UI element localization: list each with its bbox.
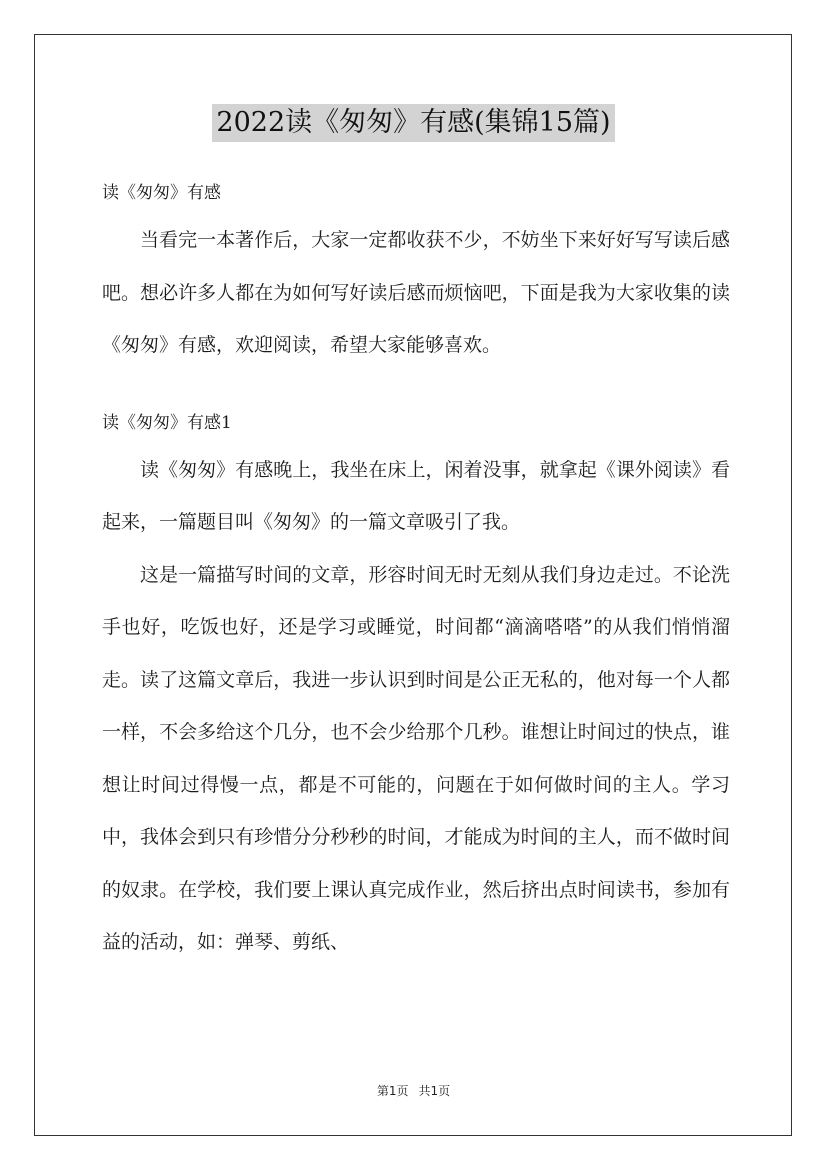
title-container	[0, 104, 827, 142]
intro-heading: 读《匆匆》有感	[102, 183, 221, 203]
page-number: 第1页	[376, 1084, 409, 1098]
document-body	[102, 172, 730, 969]
body-paragraph-2: 这是一篇描写时间的文章，形容时间无时无刻从我们身边走过。不论洗手也好，吃饭也好，还是学习或睡觉，时间都“滴滴嗒嗒”的从我们悄悄溜走。读了这篇文章后，我进一步认识到时间是公正无私的，他对每一个人都一样，不会多给这个几分，也不会少给那个几秒。谁想让时间过的快点，谁想让时间过得慢一点，都是不可能的，问题在于如何做时间的主人。学习中，我体会到只有珍惜分分秒秒的时间，才能成为时间的主人，而不做时间的奴隶。在学校，我们要上课认真完成作业，然后挤出点时间读书，参加有益的活动，如：弹琴、剪纸、	[102, 563, 730, 953]
section-heading: 读《匆匆》有感1	[102, 412, 232, 433]
page-total: 共1页	[418, 1084, 451, 1098]
intro-paragraph: 当看完一本著作后，大家一定都收获不少，不妨坐下来好好写写读后感吧。想必许多人都在为如何写好读后感而烦恼吧，下面是我为大家收集的读《匆匆》有感，欢迎阅读，希望大家能够喜欢。	[102, 229, 730, 356]
body-paragraph-1: 读《匆匆》有感晚上，我坐在床上，闲着没事，就拿起《课外阅读》看起来，一篇题目叫《匆匆》的一篇文章吸引了我。	[102, 458, 730, 533]
section-spacer	[102, 372, 730, 402]
page-footer	[0, 1082, 827, 1099]
document-title: 2022读《匆匆》有感(集锦15篇)	[212, 104, 614, 142]
